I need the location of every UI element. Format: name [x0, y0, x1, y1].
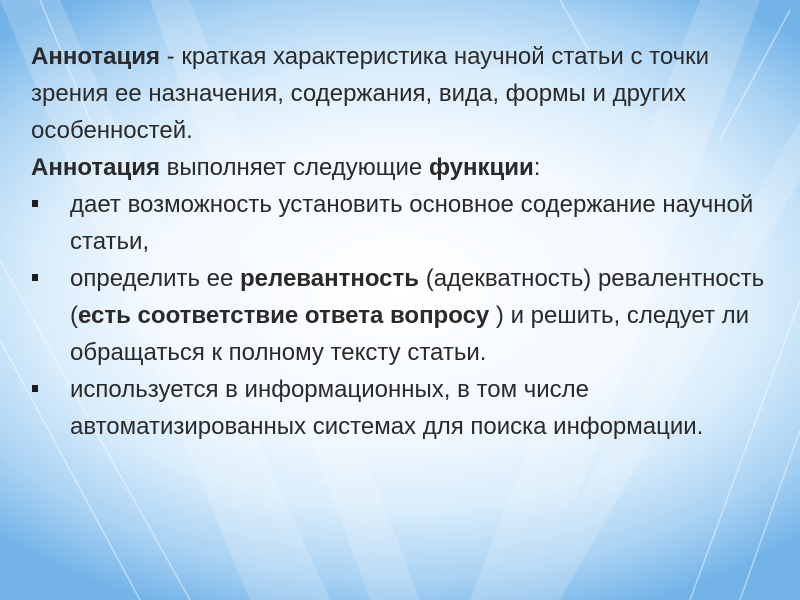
definition-text: - краткая характеристика научной статьи с точки зрения ее назначения, содержания, вида, формы и других особенностей.	[31, 43, 710, 144]
functions-intro-colon: :	[533, 154, 541, 181]
answer-match-emphasis: есть соответствие ответа вопросу	[78, 302, 490, 329]
bullet-text-part: (адекватность) ревалентность (	[70, 265, 765, 329]
functions-intro-text: выполняет следующие	[160, 154, 429, 181]
functions-emphasis: функции	[428, 154, 534, 181]
bullet-text: дает возможность установить основное содержание научной статьи,	[70, 191, 754, 255]
square-bullet-icon	[32, 200, 38, 207]
square-bullet-icon	[32, 385, 38, 392]
list-item	[28, 371, 768, 445]
functions-intro-paragraph	[28, 149, 768, 186]
definition-term: Аннотация	[31, 43, 160, 70]
bullet-text-part: определить ее	[70, 265, 241, 292]
square-bullet-icon	[32, 274, 38, 281]
list-item	[28, 260, 768, 371]
functions-intro-term: Аннотация	[31, 154, 160, 181]
bullet-text: используется в информационных, в том числе автоматизированных системах для поиска информации.	[70, 376, 704, 440]
bullet-text-part: ) и решить, следует ли обращаться к полному тексту статьи.	[70, 302, 750, 366]
list-item	[28, 186, 768, 260]
relevance-emphasis: релевантность	[240, 265, 420, 292]
definition-paragraph	[28, 38, 768, 149]
slide-content	[28, 38, 768, 445]
functions-list	[28, 186, 768, 445]
